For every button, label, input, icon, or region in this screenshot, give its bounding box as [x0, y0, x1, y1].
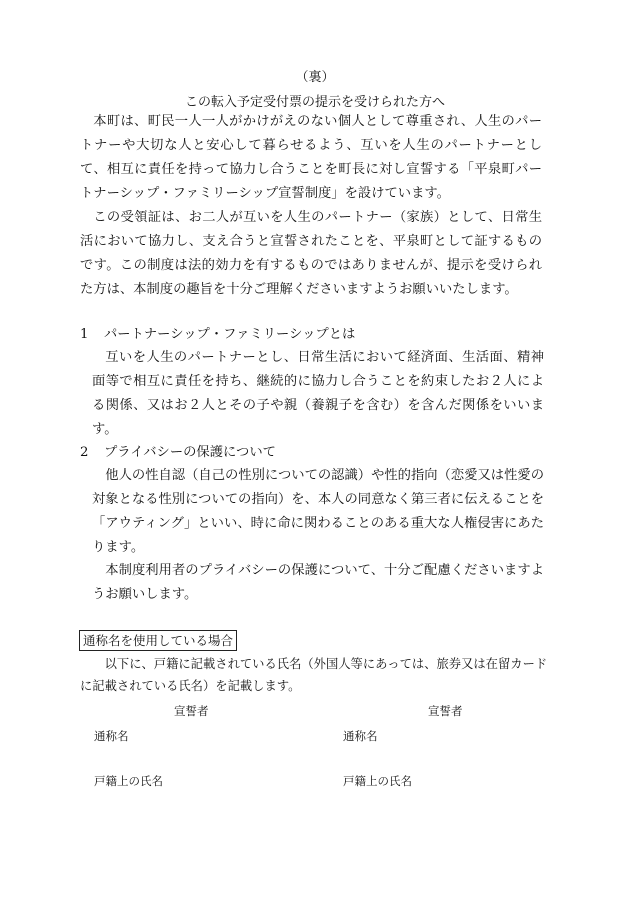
right-oath-label: 宣誓者	[428, 704, 463, 718]
intro-paragraph-1: 本町は、町民一人一人がかけがえのない個人として尊重され、人生のパートナーや大切な人と安心して暮らせるよう、互いを人生のパートナーとして、相互に責任を持って協力し合うことを町長に対し宣誓する「平泉町パートナーシップ・ファミリーシップ宣誓制度」を設けています。	[80, 114, 542, 201]
section-2-number: 2	[80, 445, 89, 460]
side-label: （裏）	[295, 70, 335, 85]
alias-description: 以下に、戸籍に記載されている氏名（外国人等にあっては、旅券又は在留カードに記載されている氏名）を記載します。	[80, 657, 548, 693]
right-registered-name-label: 戸籍上の氏名	[343, 774, 412, 788]
notice-title: この転入予定受付票の提示を受けられた方へ	[184, 95, 445, 110]
left-alias-label: 通称名	[94, 729, 129, 743]
section-1-number: 1	[80, 327, 89, 342]
section-2-body-2: 本制度利用者のプライバシーの保護について、十分ご配慮くださいますようお願いします。	[92, 563, 544, 602]
alias-box-label: 通称名を使用している場合	[79, 630, 237, 651]
intro-paragraph-2: この受領証は、お二人が互いを人生のパートナー（家族）として、日常生活において協力し、支え合うと宣誓されたことを、平泉町として証するものです。この制度は法的効力を有するものではありませんが、提示を受けられた方は、本制度の趣旨を十分ご理解くださいますようお願いいたします。	[80, 210, 542, 297]
right-alias-label: 通称名	[343, 729, 378, 743]
section-1-title: パートナーシップ・ファミリーシップとは	[104, 327, 356, 342]
section-2-heading	[80, 441, 276, 460]
left-registered-name-label: 戸籍上の氏名	[94, 774, 163, 788]
section-1-body: 互いを人生のパートナーとし、日常生活において経済面、生活面、精神面等で相互に責任を持ち、継続的に協力し合うことを約束したお２人による関係、又はお２人とその子や親（養親子を含む）を含んだ関係をいいます。	[92, 350, 544, 437]
left-oath-label: 宣誓者	[174, 704, 209, 718]
section-1-heading	[80, 323, 355, 342]
section-2-body-1: 他人の性自認（自己の性別についての認識）や性的指向（恋愛又は性愛の対象となる性別についての指向）を、本人の同意なく第三者に伝えることを「アウティング」といい、時に命に関わることのある重大な人権侵害にあたります。	[92, 468, 544, 555]
section-2-title: プライバシーの保護について	[104, 445, 276, 460]
